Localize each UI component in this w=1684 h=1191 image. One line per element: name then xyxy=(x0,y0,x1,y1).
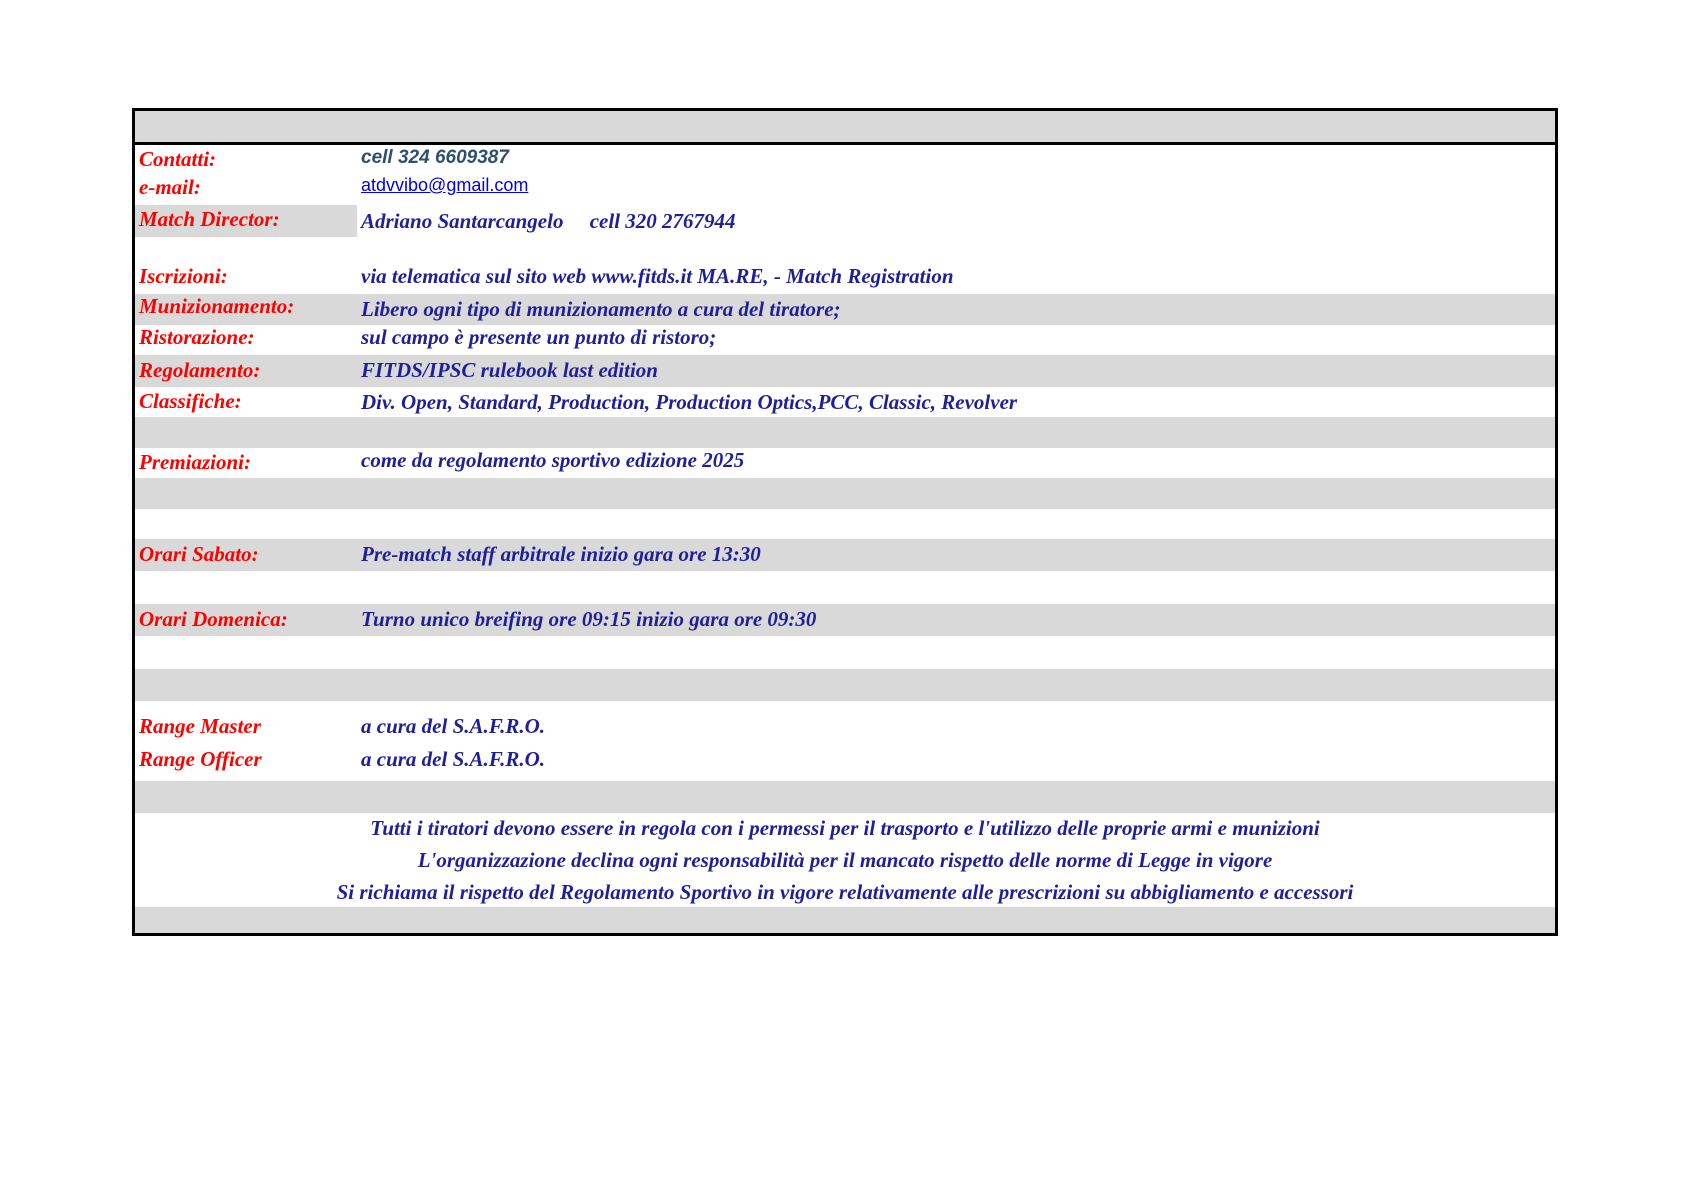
row-premiazioni xyxy=(135,448,1555,478)
label-ristorazione: Ristorazione: xyxy=(139,325,255,349)
row-iscrizioni xyxy=(135,264,1555,294)
value-iscrizioni: via telematica sul sito web www.fitds.it MA.RE, - Match Registration xyxy=(361,264,954,288)
label-regolamento: Regolamento: xyxy=(139,358,261,382)
value-orari-sabato: Pre-match staff arbitrale inizio gara ore 13:30 xyxy=(361,542,761,566)
label-premiazioni: Premiazioni: xyxy=(139,450,252,474)
label-classifiche: Classifiche: xyxy=(139,389,242,413)
label-email: e-mail: xyxy=(139,175,201,199)
value-premiazioni: come da regolamento sportivo edizione 2025 xyxy=(361,448,745,472)
header-bar xyxy=(135,111,1555,145)
value-classifiche: Div. Open, Standard, Production, Production Optics,PCC, Classic, Revolver xyxy=(361,390,1018,414)
row-orari-sabato xyxy=(135,539,1555,571)
footer-bar xyxy=(135,907,1555,933)
note-2: L'organizzazione declina ogni responsabilità per il mancato rispetto delle norme di Legge in vigore xyxy=(417,848,1273,872)
label-orari-sabato: Orari Sabato: xyxy=(139,542,259,566)
row-regolamento xyxy=(135,355,1555,387)
row-ristorazione xyxy=(135,325,1555,355)
row-spacer-2 xyxy=(135,478,1555,509)
label-match-director: Match Director: xyxy=(139,207,280,231)
value-range-master: a cura del S.A.F.R.O. xyxy=(361,714,545,738)
value-match-director: Adriano Santarcangelo cell 320 2767944 xyxy=(361,209,736,233)
label-range-officer: Range Officer xyxy=(139,747,262,771)
label-contatti: Contatti: xyxy=(139,147,217,171)
value-orari-domenica: Turno unico breifing ore 09:15 inizio gara ore 09:30 xyxy=(361,607,817,631)
value-ristorazione: sul campo è presente un punto di ristoro; xyxy=(361,325,717,349)
label-iscrizioni: Iscrizioni: xyxy=(139,264,228,288)
value-munizionamento: Libero ogni tipo di munizionamento a cura del tiratore; xyxy=(361,297,841,321)
label-orari-domenica: Orari Domenica: xyxy=(139,607,288,631)
email-link[interactable]: atdvvibo@gmail.com xyxy=(361,175,529,195)
info-sheet xyxy=(132,108,1558,936)
row-range-officer xyxy=(135,747,1555,777)
row-match-director xyxy=(135,205,1555,237)
row-orari-domenica xyxy=(135,604,1555,636)
value-range-officer: a cura del S.A.F.R.O. xyxy=(361,747,545,771)
row-spacer-1 xyxy=(135,417,1555,448)
note-1: Tutti i tiratori devono essere in regola con i permessi per il trasporto e l'utilizzo delle proprie armi e munizioni xyxy=(370,816,1320,840)
row-classifiche xyxy=(135,387,1555,417)
row-spacer-4 xyxy=(135,781,1555,813)
note-3: Si richiama il rispetto del Regolamento Sportivo in vigore relativamente alle prescrizioni su abbigliamento e accessori xyxy=(336,880,1354,904)
label-range-master: Range Master xyxy=(139,714,261,738)
row-contatti xyxy=(135,147,1555,175)
label-munizionamento: Munizionamento: xyxy=(139,294,295,318)
row-range-master xyxy=(135,714,1555,744)
row-spacer-3 xyxy=(135,669,1555,701)
value-regolamento: FITDS/IPSC rulebook last edition xyxy=(361,358,658,382)
row-email xyxy=(135,175,1555,203)
value-contatti: cell 324 6609387 xyxy=(361,147,509,168)
row-munizionamento xyxy=(135,294,1555,325)
